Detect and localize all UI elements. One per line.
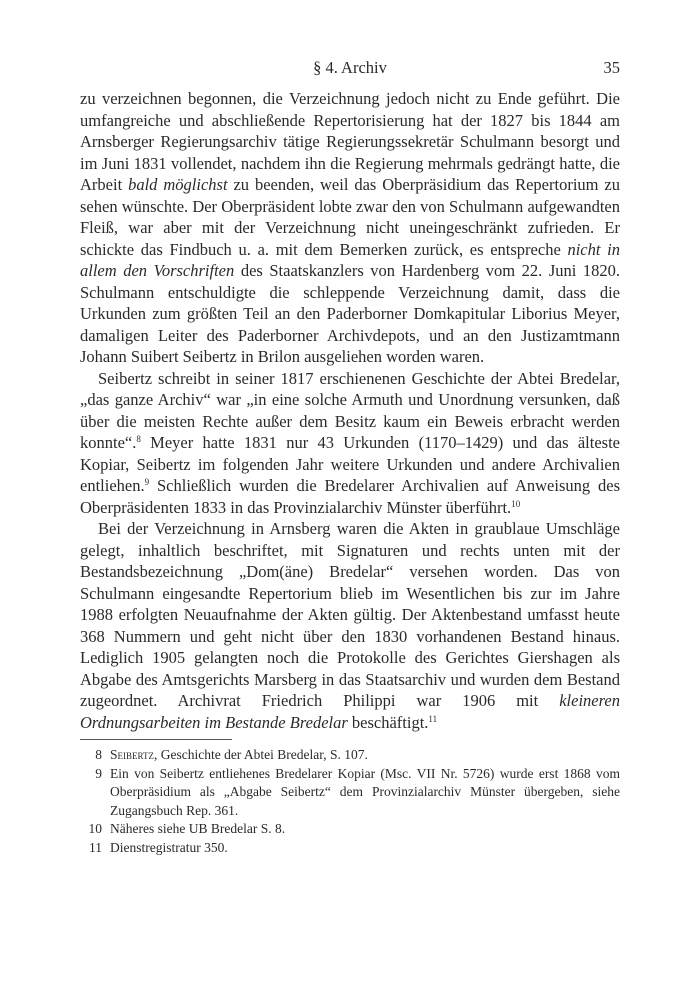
- p1-text-e: des Staatskanzlers von Hardenberg vom 22. Juni 1820. Schulmann entschuldigte die schleppende Verzeichnung damit, dass die Urkunden zum größten Teil an den Paderborner Domkapitular Liborius Meyer, damaligen Leiter des Paderborner Archivdepots, und an den Justizamtmann Johann Suibert Seibertz in Brilon ausgeliehen worden waren.: [80, 261, 620, 366]
- running-header: [80, 58, 620, 82]
- footnote-text: Näheres siehe UB Bredelar S. 8.: [110, 821, 286, 836]
- p2-text-c: Schließlich wurden die Bredelarer Archivalien auf Anweisung des Oberpräsidenten 1833 in das Provinzialarchiv Münster überführt.: [80, 476, 620, 517]
- paragraph-2: [80, 368, 620, 519]
- footnote-11: [80, 839, 620, 858]
- footnote-text: [110, 746, 620, 765]
- footnote-body: , Geschichte der Abtei Bredelar, S. 107.: [153, 747, 368, 762]
- footnote-text: Ein von Seibertz entliehenes Bredelarer Kopiar (Msc. VII Nr. 5726) wurde erst 1868 vom Oberpräsidium als „Abgabe Seibertz“ dem Provinzialarchiv Münster übergeben, siehe Zugangsbuch Rep. 361.: [110, 765, 620, 818]
- p2-text-a: Seibertz schreibt in seiner 1817 erschienenen Geschichte der Abtei Bredelar, „das ganze Archiv“ war „in eine solche Armuth und Unordnung versunken, daß über die meisten Rechte außer dem Besitz kaum ein Beweis erbracht werden konnte“.: [80, 368, 620, 452]
- p3-text-a: Bei der Verzeichnung in Arnsberg waren die Akten in graublaue Umschläge gelegt, inhaltlich beschriftet, mit Signaturen und rechts unten mit der Bestandsbezeichnung „Dom(äne) Bredelar“ versehen worden. Das von Schulmann eingesandte Repertorium blieb im Wesentlichen bis zur im Jahre 1988 erfolgten Neuaufnahme der Akten gültig. Der Aktenbestand umfasst heute 368 Nummern und geht nicht über den 1830 vorhandenen Bestand hinaus. Lediglich 1905 gelangten noch die Protokolle des Gerichtes Giershagen als Abgabe des Amtsgerichts Marsberg in das Staatsarchiv und wurden dem Bestand zugeordnet. Archivrat Friedrich Philippi war 1906 mit: [80, 519, 620, 710]
- main-text: [80, 88, 620, 733]
- page-number: 35: [603, 58, 620, 77]
- p1-text-c: zu beenden, weil das Oberpräsidium das Repertorium zu sehen wünschte. Der Oberpräsident lobte zwar den von Schulmann aufgewandten Fleiß, war aber mit der Verzeichnung nicht uneingeschränkt zufrieden. Er schickte das Findbuch u. a. mit dem Bemerken zurück, es entspreche: [80, 175, 621, 259]
- footnote-number: 11: [89, 839, 102, 855]
- footnote-author: Seibertz: [110, 747, 154, 762]
- p1-italic-1: bald möglichst: [128, 175, 228, 194]
- p3-text-c: beschäftigt.: [347, 712, 429, 732]
- footnote-8: [80, 746, 620, 765]
- footnote-text: Dienstregistratur 350.: [110, 839, 228, 855]
- footnote-ref-11[interactable]: 11: [428, 713, 438, 724]
- footnote-number: 8: [95, 747, 102, 762]
- p2-text-b: Meyer hatte 1831 nur 43 Urkunden (1170–1429) und das älteste Kopiar, Seibertz im folgenden Jahr weitere Urkunden und andere Archivalien entliehen.: [80, 433, 620, 495]
- p3-italic-1: kleineren Ordnungsarbeiten im Bestande Bredelar: [80, 691, 620, 732]
- footnote-ref-9[interactable]: 9: [144, 477, 150, 487]
- footnotes: [80, 746, 620, 857]
- footnote-10: [80, 820, 620, 839]
- p1-italic-2: nicht in allem den Vorschriften: [80, 239, 620, 280]
- running-title: § 4. Archiv: [313, 58, 387, 77]
- p1-text-a: zu verzeichnen begonnen, die Verzeichnung jedoch nicht zu Ende geführt. Die umfangreiche und abschließende Repertorisierung hat der 1827 bis 1844 am Arnsberger Regierungsarchiv tätige Regierungssekretär Schulmann besorgt und im Juni 1831 vollendet, nachdem ihn die Regierung mehrmals gedrängt hatte, die Arbeit: [80, 89, 620, 194]
- footnote-9: [80, 765, 620, 821]
- paragraph-1: [80, 88, 620, 368]
- footnote-number: 9: [95, 765, 102, 781]
- footnote-number: 10: [88, 821, 102, 836]
- footnote-separator: [80, 739, 232, 740]
- footnote-ref-10[interactable]: 10: [511, 498, 521, 509]
- footnote-ref-8[interactable]: 8: [136, 434, 141, 444]
- paragraph-3: [80, 518, 620, 733]
